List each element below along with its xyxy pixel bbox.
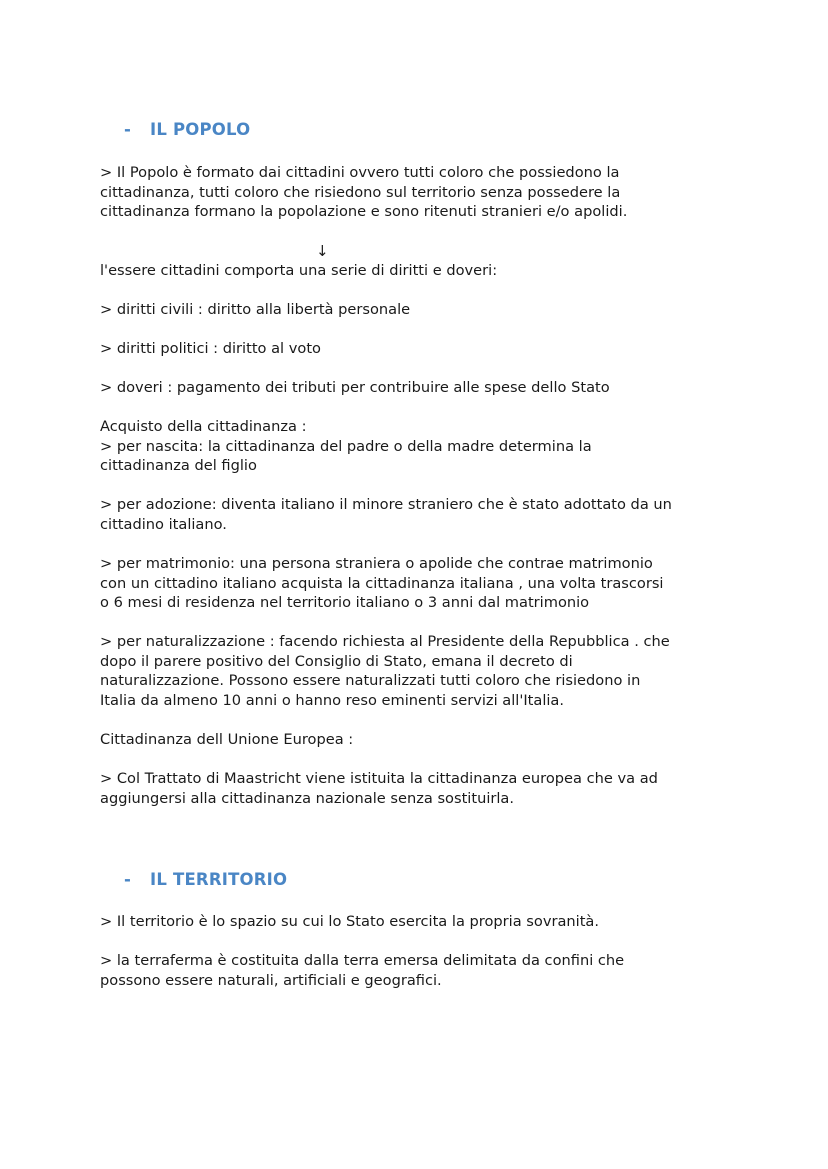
heading-dash: - bbox=[124, 120, 132, 139]
paragraph-territorio-definition: > Il territorio è lo spazio su cui lo Stato esercita la propria sovranità. bbox=[100, 913, 600, 930]
paragraph-naturalizzazione: > per naturalizzazione : facendo richiesta al Presidente della Repubblica . che dopo il parere positivo del Consiglio di Stato, emana il decreto di naturalizzazione. Possono essere naturalizzati tutti coloro che risiedono in Italia da almeno 10 anni o hanno reso eminenti servizi all'Italia. bbox=[100, 633, 670, 709]
paragraph-acquisto-cittadinanza: Acquisto della cittadinanza : > per nascita: la cittadinanza del padre o della madre determina la cittadinanza del figlio bbox=[100, 418, 592, 474]
list-item-diritti-politici: > diritti politici : diritto al voto bbox=[100, 340, 321, 357]
paragraph-adozione: > per adozione: diventa italiano il minore straniero che è stato adottato da un cittadino italiano. bbox=[100, 496, 672, 533]
paragraph-matrimonio: > per matrimonio: una persona straniera o apolide che contrae matrimonio con un cittadino italiano acquista la cittadinanza italiana , una volta trascorsi o 6 mesi di residenza nel territorio italiano o 3 anni dal matrimonio bbox=[100, 555, 664, 611]
list-item-diritti-civili: > diritti civili : diritto alla libertà personale bbox=[100, 301, 411, 318]
paragraph-terraferma: > la terraferma è costituita dalla terra emersa delimitata da confini che possono essere naturali, artificiali e geografici. bbox=[100, 952, 625, 989]
paragraph-cittadinanza-ue: Cittadinanza dell Unione Europea : bbox=[100, 731, 354, 748]
list-item-doveri: > doveri : pagamento dei tributi per contribuire alle spese dello Stato bbox=[100, 379, 610, 396]
paragraph-maastricht: > Col Trattato di Maastricht viene istituita la cittadinanza europea che va ad aggiungersi alla cittadinanza nazionale senza sostituirla. bbox=[100, 770, 658, 807]
section-heading-territorio bbox=[124, 870, 287, 889]
heading-dash: - bbox=[124, 870, 132, 889]
heading-title: IL POPOLO bbox=[150, 120, 251, 139]
down-arrow: ↓ bbox=[316, 242, 329, 260]
paragraph-diritti-doveri: l'essere cittadini comporta una serie di diritti e doveri: bbox=[100, 262, 498, 279]
heading-title: IL TERRITORIO bbox=[150, 870, 288, 889]
paragraph-popolo-definition: > Il Popolo è formato dai cittadini ovvero tutti coloro che possiedono la cittadinanza, tutti coloro che risiedono sul territorio senza possedere la cittadinanza formano la popolazione e sono ritenuti stranieri e/o apolidi. bbox=[100, 164, 628, 220]
section-heading-popolo bbox=[124, 120, 250, 139]
